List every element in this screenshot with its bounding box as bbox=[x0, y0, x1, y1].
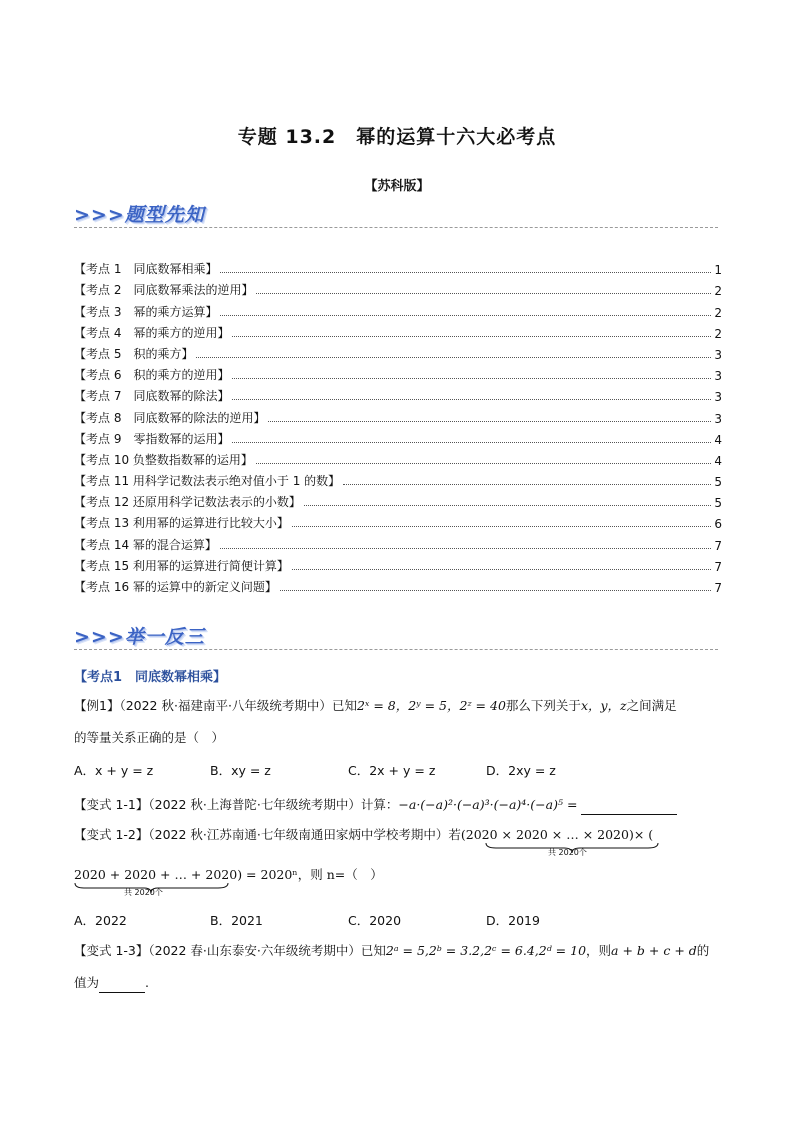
toc-page: 1 bbox=[714, 263, 722, 278]
variant-text: 计算： bbox=[360, 797, 399, 812]
toc-page: 5 bbox=[714, 496, 722, 511]
toc-entry[interactable] bbox=[74, 298, 722, 319]
toc-entry[interactable] bbox=[74, 426, 722, 447]
overview-banner: >>>题型先知 bbox=[74, 204, 205, 226]
toc-leader bbox=[232, 378, 711, 379]
variant-tag: 【变式 1-1】 bbox=[74, 797, 149, 812]
example-1-line-1 bbox=[74, 697, 724, 715]
variant-text: . bbox=[145, 975, 149, 990]
toc-leader bbox=[343, 484, 711, 485]
answer-blank[interactable] bbox=[99, 974, 145, 993]
toc-leader bbox=[304, 505, 711, 506]
toc-entry[interactable] bbox=[74, 447, 722, 468]
variant-text: 的 bbox=[696, 943, 710, 958]
toc-label: 【考点 12 还原用科学记数法表示的小数】 bbox=[74, 495, 301, 510]
variant-expression: −a·(−a)²·(−a)³·(−a)⁴·(−a)⁵ = bbox=[398, 797, 578, 812]
toc-leader bbox=[220, 272, 711, 273]
toc-entry[interactable] bbox=[74, 404, 722, 425]
toc-page: 3 bbox=[714, 390, 722, 405]
option-d[interactable]: D．2xy = z bbox=[486, 763, 556, 778]
toc-leader bbox=[196, 357, 711, 358]
section-heading: 【考点1 同底数幂相乘】 bbox=[74, 670, 227, 685]
toc-page: 7 bbox=[714, 538, 722, 553]
toc-label: 【考点 16 幂的运算中的新定义问题】 bbox=[74, 580, 277, 594]
variant-tag: 【变式 1-3】 bbox=[74, 943, 149, 958]
divider bbox=[74, 227, 718, 228]
toc-entry[interactable] bbox=[74, 341, 722, 362]
example-text: 已知 bbox=[331, 698, 357, 713]
toc-label: 【考点 7 同底数幂的除法】 bbox=[74, 389, 230, 404]
toc-leader bbox=[220, 315, 711, 316]
toc-label: 【考点 3 幂的乘方运算】 bbox=[74, 304, 218, 319]
toc-leader bbox=[232, 399, 711, 400]
divider bbox=[74, 649, 718, 650]
toc-page: 2 bbox=[714, 284, 722, 299]
example-source: （2022 秋·福建南平·八年级统考期中） bbox=[119, 698, 332, 713]
toc-label: 【考点 8 同底数幂的除法的逆用】 bbox=[74, 410, 266, 425]
product-expression: (2020 × 2020 × … × 2020) bbox=[460, 827, 634, 842]
toc-page: 2 bbox=[714, 326, 722, 341]
toc-leader bbox=[220, 548, 711, 549]
variant-1-3-line-2 bbox=[74, 974, 724, 993]
brace-count-label: 共 2020个 bbox=[548, 848, 587, 857]
example-text: 之间满足 bbox=[626, 698, 677, 713]
variant-text: 已知 bbox=[360, 943, 386, 958]
toc-label: 【考点 10 负整数指数幂的运用】 bbox=[74, 452, 253, 467]
times-symbol: × ( bbox=[633, 827, 654, 842]
toc-label: 【考点 6 积的乘方的逆用】 bbox=[74, 368, 230, 383]
toc-label: 【考点 11 用科学记数法表示绝对值小于 1 的数】 bbox=[74, 474, 341, 489]
toc-page: 7 bbox=[714, 559, 722, 574]
toc-leader bbox=[256, 293, 711, 294]
toc-entry[interactable] bbox=[74, 574, 722, 595]
toc-page: 2 bbox=[714, 305, 722, 320]
example-vars: x，y，z bbox=[580, 698, 627, 713]
toc-label: 【考点 9 零指数幂的运用】 bbox=[74, 431, 230, 446]
toc-entry[interactable] bbox=[74, 256, 722, 277]
toc-page: 3 bbox=[714, 369, 722, 384]
toc-label: 【考点 4 幂的乘方的逆用】 bbox=[74, 325, 230, 340]
toc-entry[interactable] bbox=[74, 383, 722, 404]
option-a[interactable]: A．2022 bbox=[74, 913, 127, 928]
option-b[interactable]: B．2021 bbox=[210, 913, 263, 928]
toc-page: 3 bbox=[714, 411, 722, 426]
option-b[interactable]: B．xy = z bbox=[210, 763, 271, 778]
toc-entry[interactable] bbox=[74, 531, 722, 552]
variant-text: ，则 bbox=[586, 943, 612, 958]
variant-source: （2022 秋·江苏南通·七年级南通田家炳中学校考期中） bbox=[148, 827, 449, 842]
toc-label: 【考点 1 同底数幂相乘】 bbox=[74, 262, 218, 277]
toc-leader bbox=[232, 442, 711, 443]
toc-leader bbox=[268, 421, 711, 422]
toc-leader bbox=[280, 590, 711, 591]
toc-entry[interactable] bbox=[74, 277, 722, 298]
variant-condition: 2ᵃ = 5,2ᵇ = 3.2,2ᶜ = 6.4,2ᵈ = 10 bbox=[385, 943, 587, 958]
toc-leader bbox=[292, 569, 711, 570]
toc-page: 4 bbox=[714, 453, 722, 468]
toc-page: 5 bbox=[714, 475, 722, 490]
toc-label: 【考点 2 同底数幂乘法的逆用】 bbox=[74, 283, 254, 298]
variant-text: 若 bbox=[448, 827, 461, 842]
option-a[interactable]: A．x + y = z bbox=[74, 763, 154, 778]
brace-count-label: 共 2020个 bbox=[124, 888, 163, 897]
variant-1-1 bbox=[74, 796, 724, 815]
toc-page: 3 bbox=[714, 347, 722, 362]
toc-leader bbox=[256, 463, 711, 464]
practice-banner: >>>举一反三 bbox=[74, 626, 205, 648]
toc-leader bbox=[292, 526, 711, 527]
toc-label: 【考点 15 利用幂的运算进行简便计算】 bbox=[74, 558, 289, 573]
toc-label: 【考点 13 利用幂的运算进行比较大小】 bbox=[74, 516, 289, 531]
edition-label: 【苏科版】 bbox=[364, 179, 430, 194]
toc-entry[interactable] bbox=[74, 362, 722, 383]
variant-expression: a + b + c + d bbox=[611, 943, 697, 958]
answer-blank[interactable] bbox=[581, 796, 677, 815]
variant-tag: 【变式 1-2】 bbox=[74, 827, 149, 842]
example-condition: 2ˣ = 8，2ʸ = 5，2ᶻ = 40 bbox=[356, 698, 506, 713]
variant-text: ) = 2020ⁿ，则 n=（ ） bbox=[237, 867, 383, 882]
example-1-line-2: 的等量关系正确的是（ ） bbox=[74, 730, 225, 745]
toc-label: 【考点 14 幂的混合运算】 bbox=[74, 537, 217, 552]
option-c[interactable]: C．2x + y = z bbox=[348, 763, 436, 778]
option-c[interactable]: C．2020 bbox=[348, 913, 402, 928]
variant-text: 值为 bbox=[74, 975, 100, 990]
example-text: 那么下列关于 bbox=[505, 698, 581, 713]
toc-leader bbox=[232, 336, 711, 337]
variant-source: （2022 秋·上海普陀·七年级统考期中） bbox=[148, 797, 361, 812]
sum-expression: 2020 + 2020 + … + 2020 bbox=[74, 867, 238, 882]
toc-entry[interactable] bbox=[74, 468, 722, 489]
variant-1-3-line-1 bbox=[74, 942, 724, 960]
toc-label: 【考点 5 积的乘方】 bbox=[74, 346, 194, 361]
toc-page: 6 bbox=[714, 517, 722, 532]
toc-page: 4 bbox=[714, 432, 722, 447]
variant-source: （2022 春·山东泰安·六年级统考期中） bbox=[148, 943, 361, 958]
table-of-contents bbox=[74, 256, 722, 595]
example-tag: 【例1】 bbox=[74, 698, 120, 713]
toc-entry[interactable] bbox=[74, 553, 722, 574]
toc-page: 7 bbox=[714, 581, 722, 595]
toc-entry[interactable] bbox=[74, 510, 722, 531]
toc-entry[interactable] bbox=[74, 489, 722, 510]
option-d[interactable]: D．2019 bbox=[486, 913, 540, 928]
toc-entry[interactable] bbox=[74, 320, 722, 341]
page-title: 专题 13.2 幂的运算十六大必考点 bbox=[237, 126, 557, 148]
